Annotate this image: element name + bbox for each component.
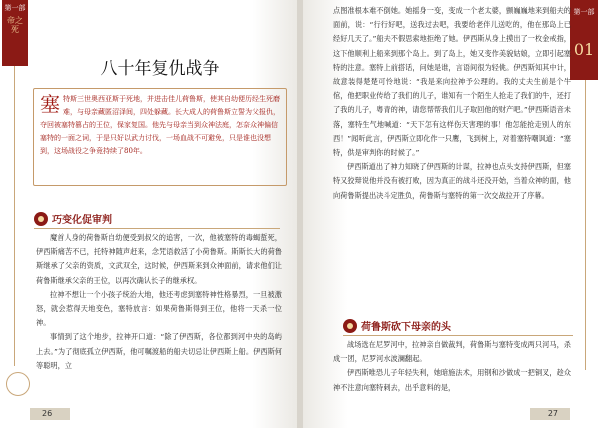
- intro-text: 特斯三世奥西亚斯于死地，并进击佳儿荷鲁斯，使其自幼便历经生死磨难，与母亲藏匿沼泽间，四处躲藏。长大成人的荷鲁斯立誓为父报仇，夺回被塞特篡占的王位，保家复国。他先与母亲当到众神法庭，怎奈众神偏信塞特的一面之词，于是只好以武力讨伐，一场血战不可避免，只是谁也没想到，这场战役之争竟持续了80年。: [40, 95, 280, 155]
- body-text: [36, 231, 282, 373]
- section-rule: [343, 335, 573, 336]
- chapter-tab: [570, 0, 598, 80]
- right-page: [303, 0, 600, 428]
- part-tab-header: 第一部: [4, 4, 26, 12]
- section-title: 巧变化促审判: [52, 215, 112, 226]
- paragraph: 战场选在尼罗河中，拉神亲自做裁判，荷鲁斯与塞特变成两只河马，杀成一团，尼罗河水波澜翻起。: [333, 340, 571, 364]
- margin-rule: [14, 66, 15, 366]
- body-text-top: [333, 4, 571, 203]
- margin-rule: [585, 80, 586, 370]
- paragraph: 伊西斯道出了神力知晓了伊西斯的计谋，拉神也点头支持伊西斯，但塞特又狡辩说他并没有被打败，因为真正的战斗还没开始，当着众神的面，他向荷鲁斯提出决斗定胜负，荷鲁斯与塞特的第一次交战拉开了序幕。: [333, 162, 571, 200]
- left-page: [0, 0, 297, 428]
- paragraph: 点图准根本难不倒她。她摇身一变，变成一个老太婆，颤巍巍地来到船夫的面前，说：“行行好吧，送我过去吧，我要给老伴儿送吃的，他在那岛上已经好几天了。”船夫不假思索地拒绝了她。伊西斯从身上摸出了一枚金戒指，这下他顺利上船来到那个岛上。到了岛上，她又变作美貌姑娘，立即引起塞特的注意。塞特上前搭话，问她是谁，言语间很为轻佻。伊西斯知其中计，故意装得楚楚可怜地说：“我是来向拉神予公理的。我的丈夫生前是个牛倌，他把职业传给了我们的儿子，谁知有一个陌生人抢走了我们的牛，还打了我的儿子，粤青的神，请您帮帮我们儿子取回他的财产吧。”伊西斯语音未落，塞特生气地喊道：“天下怎有这样伤天害理的事！他怎能抢走别人的东西！”闻听此言，伊西斯立即化作一只鹰，飞到树上，对着塞特嘲讽道：“塞特，供是审判你的时候了。”: [333, 6, 571, 158]
- part-tab-vertical-text: 帝之死: [7, 16, 23, 34]
- body-text-bottom: [333, 338, 571, 395]
- chapter-tab-number: 01: [573, 40, 595, 59]
- section-bullet-icon: [343, 319, 357, 333]
- page-number: 26: [42, 409, 53, 418]
- ornament-icon: [6, 372, 30, 396]
- page-number: 27: [547, 409, 558, 418]
- section-heading: [34, 211, 112, 226]
- section-rule: [34, 228, 280, 229]
- paragraph: 伊西斯唯恐儿子年轻失利，她暗施法术，用钢和沙做成一把铜叉，趁众神不注意向塞特刺去，出乎意料的是，: [333, 368, 571, 392]
- chapter-tab-label: 第一部: [573, 8, 595, 16]
- paragraph: 魔首人身的荷鲁斯自幼便受到叔父的追害，一次，他被塞特的毒蝎蜇死，伊西斯痛苦不已，托特神随声赶来，念咒语救活了小荷鲁斯。斯斯长大的荷鲁斯继承了父亲的资质，文武双全，这时候，伊西斯来到众神面前，请求他们让荷鲁斯继承父亲的王位，以再次确认长子的继承权。: [36, 233, 282, 285]
- section-heading: [343, 318, 451, 333]
- paragraph: 事情到了这个地步，拉神开口道：“除了伊西斯，各位都到河中央的岛屿上去。”为了彻底孤立伊西斯，他可嘱渡船的船夫切忌让伊西斯上船。伊西斯何等聪明，立: [36, 332, 282, 370]
- intro-paragraph: [40, 93, 280, 158]
- part-tab: [2, 0, 28, 66]
- chapter-title: 八十年复仇战争: [100, 59, 220, 79]
- paragraph: 拉神不想让一个小孩子统治大地，他还考虑到塞特神性格暴烈，一旦被激怒，就会惹得天地变色，塞特放言：如果荷鲁斯得到王位，他将一天杀一位神。: [36, 289, 282, 328]
- section-title: 荷鲁斯砍下母亲的头: [361, 322, 451, 333]
- section-bullet-icon: [34, 212, 48, 226]
- intro-dropcap: 塞: [40, 92, 60, 116]
